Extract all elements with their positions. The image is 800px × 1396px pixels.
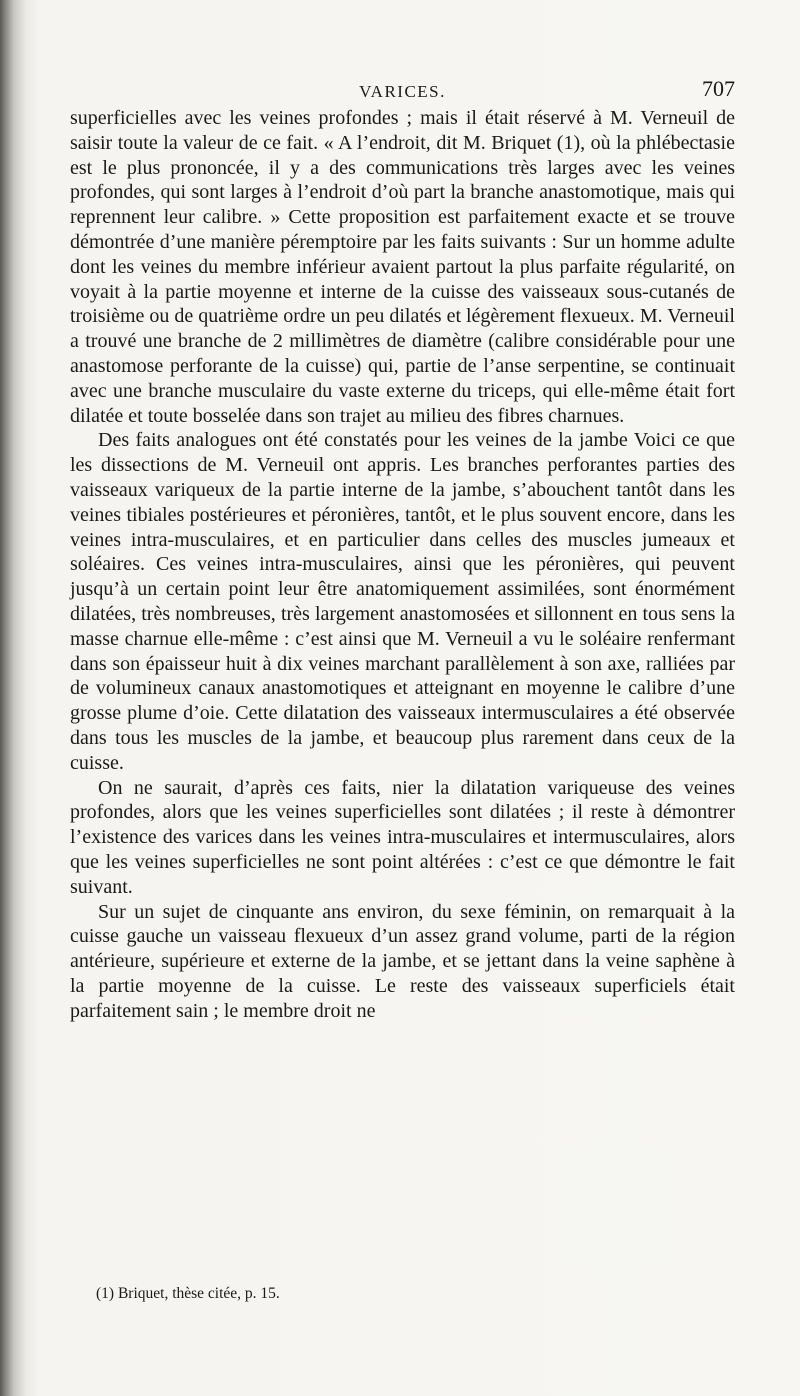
paragraph: superficielles avec les veines profondes ; mais il était réservé à M. Verneuil de saisir toute la valeur de ce fait. « A l’endroit, dit M. Briquet (1), où la phlébectasie est le plus prononcée, il y a des communications très larges avec les veines profondes, qui sont larges à l’endroit d’où part la branche anastomotique, mais qui reprennent leur calibre. » Cette proposition est parfaitement exacte et se trouve démontrée d’une manière péremptoire par les faits suivants : Sur un homme adulte dont les veines du membre inférieur avaient partout la plus parfaite régularité, on voyait à la partie moyenne et interne de la cuisse des vaisseaux sous-cutanés de troisième ou de quatrième ordre un peu dilatés et légèrement flexueux. M. Verneuil a trouvé une branche de 2 millimètres de diamètre (calibre considérable pour une anastomose perforante de la cuisse) qui, partie de l’anse serpentine, se continuait avec une branche musculaire du vaste externe du triceps, qui elle-même était fort dilatée et toute bosselée dans son trajet au milieu des fibres charnues. [70,107,735,427]
paragraph: On ne saurait, d’après ces faits, nier la dilatation variqueuse des veines profondes, alors que les veines superficielles sont dilatées ; il reste à démontrer l’existence des varices dans les veines intra-musculaires et intermusculaires, alors que les veines superficielles ne sont point altérées : c’est ce que démontre le fait suivant. [70,776,735,898]
running-title: VARICES. [359,82,446,101]
paragraph: Des faits analogues ont été constatés pour les veines de la jambe Voici ce que les dissections de M. Verneuil ont appris. Les branches perforantes parties des vaisseaux variqueux de la partie interne de la jambe, s’abouchent tantôt dans les veines tibiales postérieures et péronières, tantôt, et le plus souvent encore, dans les veines intra-musculaires, et en particulier dans celles des muscles jumeaux et soléaires. Ces veines intra-musculaires, ainsi que les péronières, qui peuvent jusqu’à un certain point leur être anatomiquement assimilées, sont énormément dilatées, très nombreuses, très largement anastomosées et sillonnent en tous sens la masse charnue elle-même : c’est ainsi que M. Verneuil a vu le soléaire renfermant dans son épaisseur huit à dix veines marchant parallèlement à son axe, ralliées par de volumineux canaux anastomotiques et atteignant en moyenne le calibre d’une grosse plume d’oie. Cette dilatation des vaisseaux intermusculaires a été observée dans tous les muscles de la jambe, et beaucoup plus rarement dans ceux de la cuisse. [70,429,735,774]
paragraph: Sur un sujet de cinquante ans environ, du sexe féminin, on remarquait à la cuisse gauche un vaisseau flexueux d’un assez grand volume, parti de la région antérieure, supérieure et externe de la jambe, et se jettant dans la veine saphène à la partie moyenne de la cuisse. Le reste des vaisseaux superficiels était parfaitement sain ; le membre droit ne [70,900,735,1022]
body-text [70,106,735,1023]
page-number: 707 [702,76,735,101]
footnote: (1) Briquet, thèse citée, p. 15. [96,1285,280,1302]
